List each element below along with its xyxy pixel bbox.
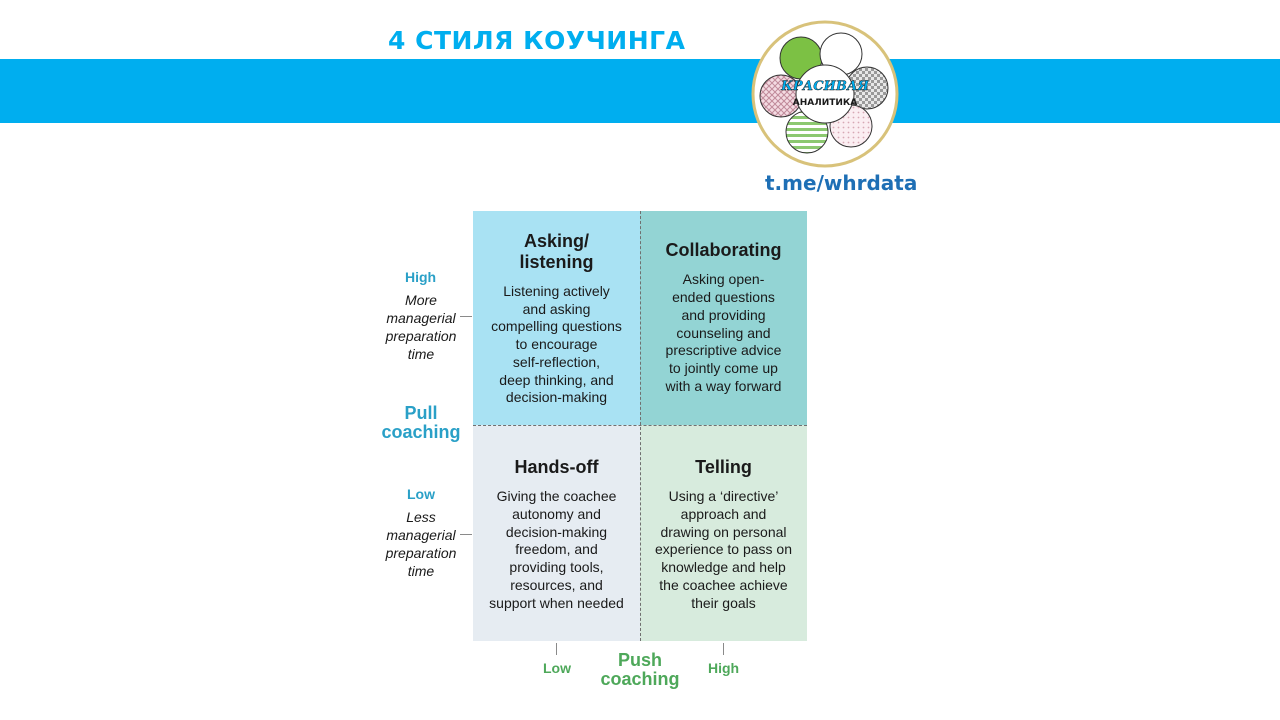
quadrant-description: Asking open- ended questions and providing counseling and prescriptive advice to jointly come up with a way forward (665, 271, 782, 394)
y-axis-title: Pull coaching (381, 403, 461, 442)
quadrant-description: Giving the coachee autonomy and decision-making freedom, and providing tools, resources, and support when needed (489, 488, 624, 611)
quadrant-telling (640, 425, 807, 641)
quadrant-description: Listening actively and asking compelling questions to encourage self-reflection, deep thinking, and decision-making (491, 282, 622, 406)
quadrant-hands-off (473, 425, 640, 641)
logo-text-top: КРАСИВАЯ (781, 79, 869, 94)
quadrant-description: Using a ‘directive’ approach and drawing on personal experience to pass on knowledge and help the coachee achieve their goals (655, 488, 792, 611)
brand-logo (751, 20, 899, 168)
quadrant-collaborating (640, 211, 807, 425)
x-axis-high-label: High (708, 660, 740, 676)
horizontal-divider (473, 425, 807, 426)
y-axis-low-note: Less managerial preparation time (385, 509, 457, 579)
x-axis-high-tick (723, 643, 724, 655)
y-axis-low-tick (460, 534, 472, 535)
y-axis-high-tick (460, 316, 472, 317)
channel-link[interactable]: t.me/whrdata (765, 171, 918, 195)
quadrant-asking-listening (473, 211, 640, 425)
logo-text-bottom: АНАЛИТИКА (792, 98, 858, 108)
header-band (0, 59, 1280, 123)
y-axis-high-label: High (405, 269, 437, 285)
quadrant-title: Asking/ listening (519, 230, 594, 272)
x-axis-low-label: Low (543, 660, 571, 676)
quadrant-title: Collaborating (665, 240, 782, 261)
vertical-divider (640, 211, 641, 641)
y-axis-high-note: More managerial preparation time (385, 292, 457, 362)
x-axis-title: Push coaching (600, 650, 680, 689)
quadrant-title: Telling (695, 457, 752, 477)
quadrant-title: Hands-off (514, 457, 599, 477)
x-axis-low-tick (556, 643, 557, 655)
y-axis-low-label: Low (407, 486, 435, 502)
page-title: 4 СТИЛЯ КОУЧИНГА (388, 26, 686, 55)
